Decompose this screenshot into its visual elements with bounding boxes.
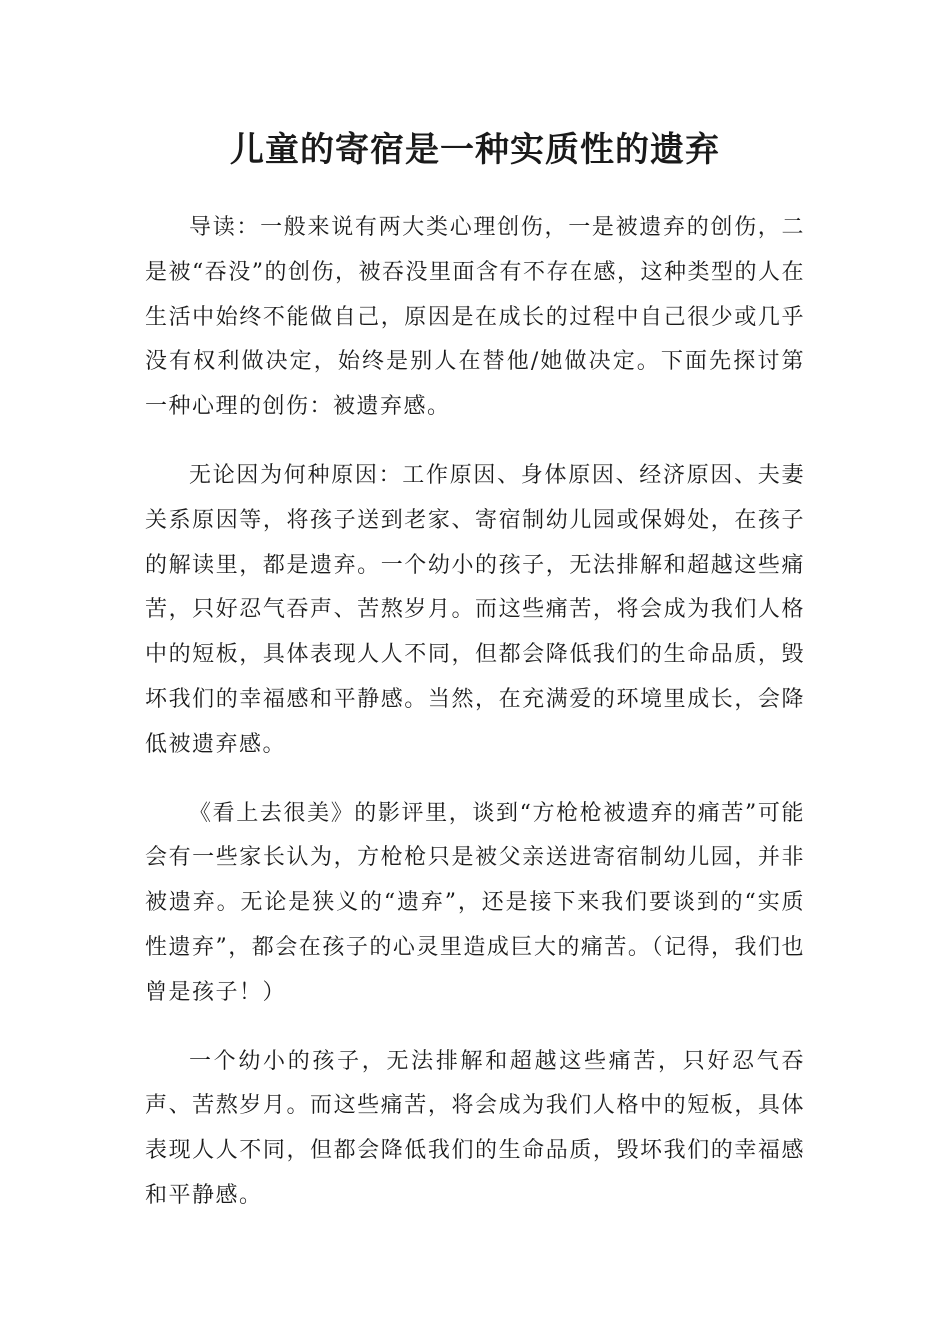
paragraph-intro: 导读：一般来说有两大类心理创伤，一是被遗弃的创伤，二是被“吞没”的创伤，被吞没里面含有不存在感，这种类型的人在生活中始终不能做自己，原因是在成长的过程中自己很少或几乎没有权利做决定，始终是别人在替他/她做决定。下面先探讨第一种心理的创伤：被遗弃感。 bbox=[145, 215, 805, 420]
paragraph-reasons: 无论因为何种原因：工作原因、身体原因、经济原因、夫妻关系原因等，将孩子送到老家、寄宿制幼儿园或保姆处，在孩子的解读里，都是遗弃。一个幼小的孩子，无法排解和超越这些痛苦，只好忍气吞声、苦熬岁月。而这些痛苦，将会成为我们人格中的短板，具体表现人人不同，但都会降低我们的生命品质，毁坏我们的幸福感和平静感。当然，在充满爱的环境里成长，会降低被遗弃感。 bbox=[145, 462, 805, 757]
document-title: 儿童的寄宿是一种实质性的遗弃 bbox=[230, 130, 720, 170]
paragraph-conclusion: 一个幼小的孩子，无法排解和超越这些痛苦，只好忍气吞声、苦熬岁月。而这些痛苦，将会成为我们人格中的短板，具体表现人人不同，但都会降低我们的生命品质，毁坏我们的幸福感和平静感。 bbox=[145, 1048, 805, 1208]
document-body bbox=[145, 206, 805, 1243]
paragraph-film-review: 《看上去很美》的影评里，谈到“方枪枪被遗弃的痛苦”可能会有一些家长认为，方枪枪只是被父亲送进寄宿制幼儿园，并非被遗弃。无论是狭义的“遗弃”，还是接下来我们要谈到的“实质性遗弃”，都会在孩子的心灵里造成巨大的痛苦。（记得，我们也曾是孩子！） bbox=[145, 800, 805, 1005]
